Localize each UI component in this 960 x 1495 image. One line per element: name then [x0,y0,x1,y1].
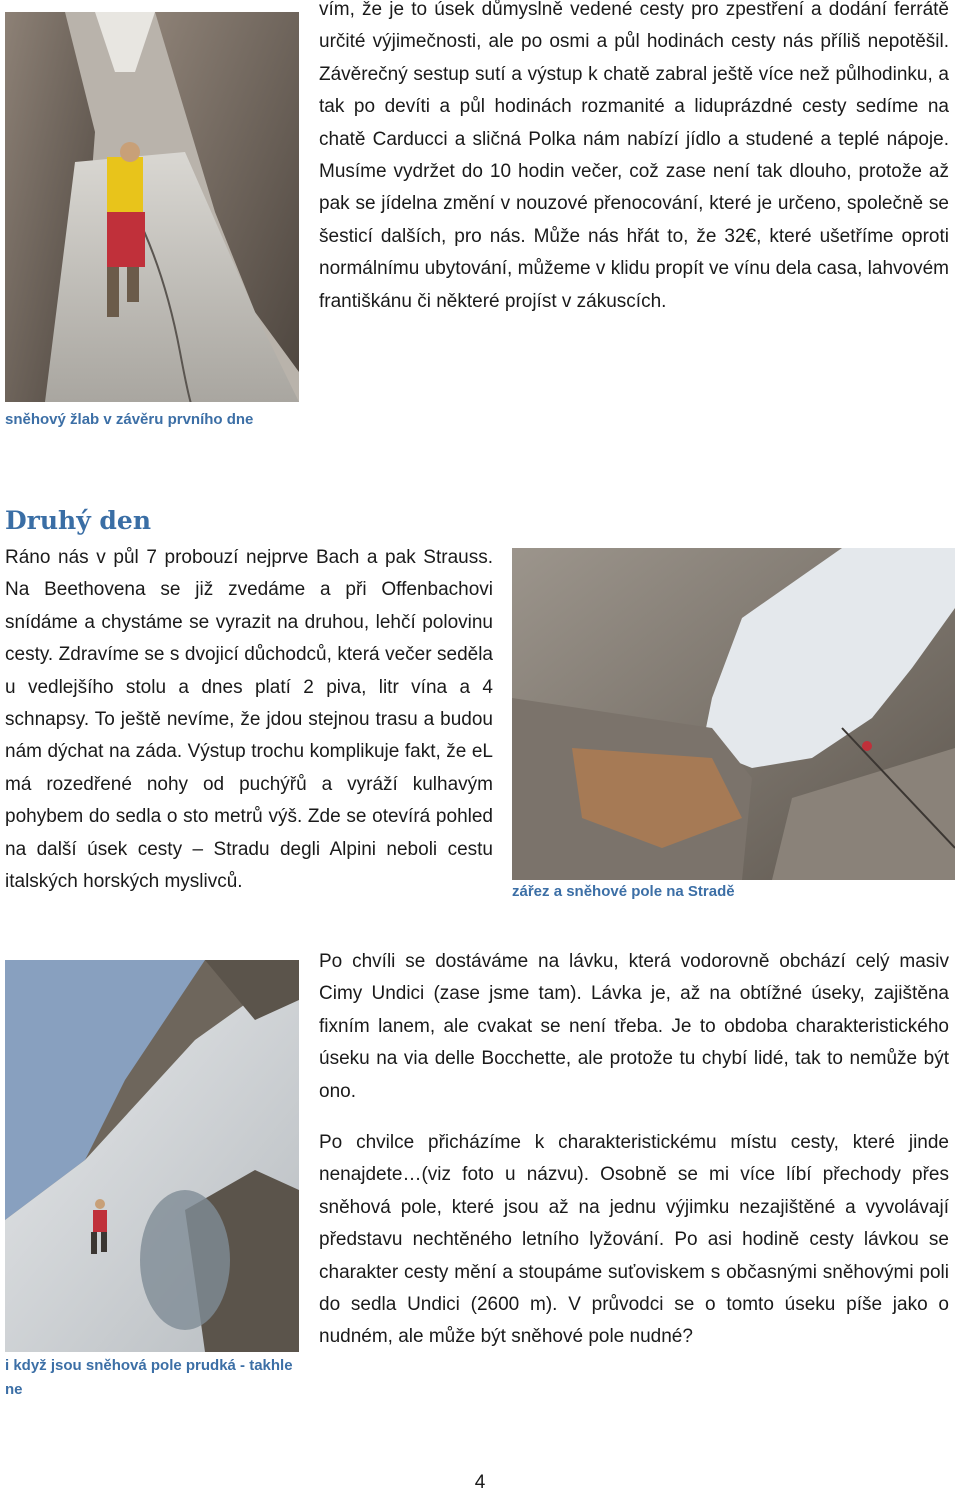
photo-2-caption: zářez a sněhové pole na Stradě [512,883,735,900]
photo-steep-snowfield [5,960,299,1352]
section-heading: Druhý den [5,506,151,535]
photo-3-caption: i když jsou sněhová pole prudká - takhle ne [5,1357,293,1398]
paragraph-4: Po chvilce přicházíme k charakteristickému místu cesty, které jinde nenajdete…(viz foto u názvu). Osobně se mi více líbí přechody přes sněhová pole, které jsou až na jednu výjimku nezajištěné a vyvolávají představu nechtěného letního lyžování. Po asi hodině cesty lávkou se charakter cesty mění a stoupáme suťoviskem s občasnými sněhovými poli do sedla Undici (2600 m). V průvodci se o tomto úseku píše jako o nudném, ale může být sněhové pole nudné? [319,1132,949,1348]
intro-paragraph: vím, že je to úsek důmyslně vedené cesty pro zpestření a dodání ferrátě určité výjimečnosti, ale po osmi a půl hodinách cesty nás příliš nepotěšil. Závěrečný sestup sutí a výstup k chatě zabral ještě více než půlhodinku, a tak po devíti a půl hodinách rozmanité a liduprázdné cesty sedíme na chatě Carducci a sličná Polka nám nabízí jídlo a studené a teplé nápoje. Musíme vydržet do 10 hodin večer, což zase není tak dlouho, protože až pak se jídelna změní v nouzové přenocování, které je určeno, společně se šesticí dalších, pro nás. Může nás hřát to, že 32€, které ušetříme oproti normálnímu ubytování, můžeme v klidu propít ve vínu dela casa, lahvovém františkánu či některé projíst v zákuscích. [319,0,949,312]
photo-snow-gully [5,12,299,402]
photo-1-caption: sněhový žlab v závěru prvního dne [5,411,254,428]
paragraph-3: Po chvíli se dostáváme na lávku, která vodorovně obchází celý masiv Cimy Undici (zase jsme tam). Lávka je, až na obtížné úseky, zajištěna fixním lanem, ale cvakat se není třeba. Je to obdoba charakteristického úseku na via delle Bocchette, ale protože tu chybí lidé, tak to nemůže být ono. [319,951,949,1102]
page-number: 4 [474,1472,486,1493]
day2-paragraph: Ráno nás v půl 7 probouzí nejprve Bach a pak Strauss. Na Beethovena se již zvedáme a při Offenbachovi snídáme a chystáme se vyrazit na druhou, lehčí polovinu cesty. Zdravíme se s dvojicí důchodců, která večer seděla u vedlejšího stolu a dnes platí 2 piva, litr vína a 4 schnapsy. To ještě nevíme, že jdou stejnou trasu a budou nám dýchat na záda. Výstup trochu komplikuje fakt, že eL má rozedřené nohy od puchýřů a vyráží kulhavým pohybem do sedla o sto metrů výš. Zde se otevírá pohled na další úsek cesty – Stradu degli Alpini neboli cestu italských horských myslivců. [5,547,493,893]
photo-snowfield-cut [512,548,955,880]
